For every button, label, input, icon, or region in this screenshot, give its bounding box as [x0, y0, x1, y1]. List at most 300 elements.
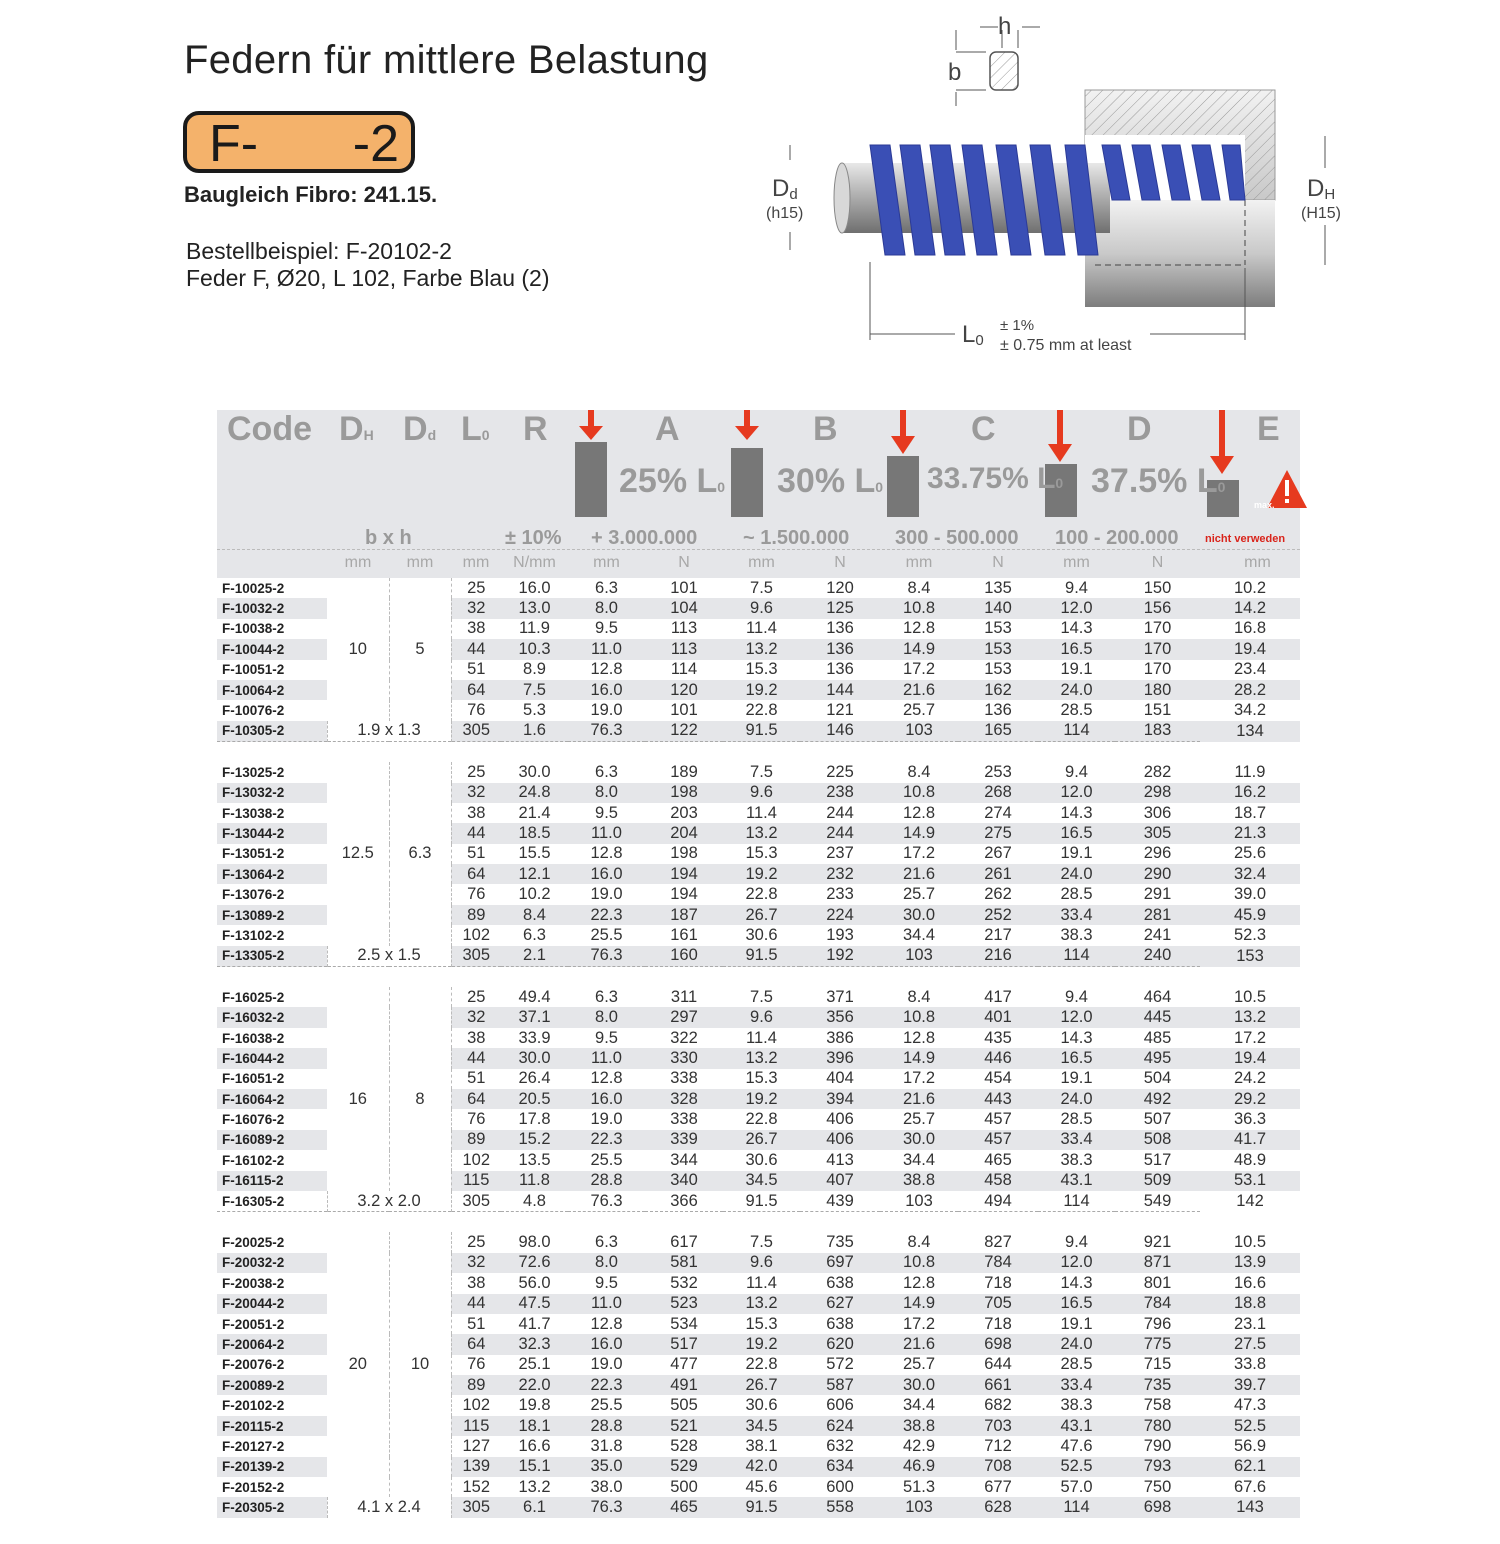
table-cell: 89 — [451, 905, 501, 925]
table-cell: 125 — [800, 598, 880, 618]
table-cell: 16.0 — [518, 578, 551, 597]
table-cell: F-10051-2 — [222, 662, 285, 678]
table-cell: 16.5 — [1038, 823, 1115, 843]
table-cell: 8.0 — [568, 1253, 645, 1273]
table-cell: F-20032-2 — [217, 1253, 327, 1273]
table-cell: 28.5 — [1060, 701, 1093, 720]
table-cell: 796 — [1143, 1314, 1172, 1333]
table-cell: 268 — [958, 783, 1038, 803]
table-cell: F-10032-2 — [217, 598, 327, 618]
table-cell: 297 — [645, 1007, 723, 1027]
table-cell: 30.0 — [518, 762, 551, 781]
table-cell: 632 — [826, 1436, 854, 1455]
table-cell: 439 — [826, 1191, 854, 1210]
table-cell: 28.5 — [1060, 885, 1093, 904]
table-cell: 22.8 — [745, 1110, 778, 1129]
table-row — [217, 844, 1300, 864]
table-cell: 549 — [1143, 1191, 1172, 1210]
table-cell: 153 — [984, 619, 1012, 638]
table-cell: 356 — [800, 1007, 880, 1027]
table-cell: 6.3 — [595, 762, 618, 781]
table-cell: 507 — [1143, 1110, 1172, 1129]
table-cell: 298 — [1115, 783, 1200, 803]
table-row — [217, 1232, 1300, 1252]
table-cell: 682 — [984, 1396, 1012, 1415]
unit-label: mm — [593, 554, 620, 571]
table-cell — [327, 1007, 389, 1027]
unit-label: mm — [905, 554, 933, 571]
table-cell: 146 — [800, 721, 880, 742]
table-cell: 12.1 — [501, 864, 568, 884]
table-cell: 10.5 — [1233, 1233, 1267, 1252]
table-row — [217, 864, 1300, 884]
table-cell: 91.5 — [745, 1191, 778, 1210]
table-cell: F-13064-2 — [217, 864, 327, 884]
table-cell: 9.5 — [595, 1028, 618, 1047]
table-cell: 19.2 — [723, 1089, 800, 1109]
table-cell — [389, 1436, 451, 1456]
table-cell: 15.3 — [745, 1069, 778, 1088]
table-cell: 198 — [645, 783, 723, 803]
table-cell: 11.4 — [746, 803, 777, 822]
table-cell: 13.2 — [518, 1477, 551, 1496]
table-cell: 150 — [1143, 578, 1172, 597]
table-cell: 296 — [1143, 844, 1172, 863]
table-cell: 104 — [645, 598, 723, 618]
table-cell: 38 — [451, 803, 501, 823]
table-cell: 21.6 — [880, 680, 958, 700]
table-cell — [389, 884, 451, 904]
table-cell: 14.3 — [1060, 619, 1093, 638]
table-cell: 11.0 — [568, 823, 645, 843]
table-cell: 42.9 — [902, 1436, 936, 1455]
table-cell: 44 — [451, 1294, 501, 1314]
table-cell: 587 — [800, 1375, 880, 1395]
table-row — [217, 925, 1300, 945]
table-cell: 19.2 — [723, 1334, 800, 1354]
table-cell: 396 — [800, 1048, 880, 1068]
table-cell: 11.8 — [501, 1171, 568, 1191]
table-cell: 581 — [645, 1253, 723, 1273]
table-cell: 113 — [645, 639, 723, 659]
table-row — [217, 1171, 1300, 1191]
table-cell: 103 — [905, 1191, 933, 1210]
table-cell: 33.4 — [1038, 905, 1115, 925]
table-cell: 624 — [800, 1416, 880, 1436]
table-cell — [389, 803, 451, 823]
table-cell: 523 — [645, 1294, 723, 1314]
table-cell: 91.5 — [723, 721, 800, 742]
table-cell: 76.3 — [568, 1497, 645, 1517]
table-cell: F-16064-2 — [217, 1089, 327, 1109]
table-cell: 465 — [645, 1497, 723, 1517]
table-cell: 8.0 — [568, 783, 645, 803]
table-cell: 76 — [451, 884, 501, 904]
table-cell: 16.0 — [568, 1089, 645, 1109]
unit-label: N — [992, 554, 1004, 571]
table-cell — [327, 925, 389, 945]
table-cell: 19.0 — [590, 701, 623, 720]
table-cell: F-16076-2 — [222, 1112, 285, 1128]
table-cell — [327, 578, 389, 598]
l0-label: L0 — [962, 321, 984, 349]
table-cell: 162 — [958, 680, 1038, 700]
table-cell: 16.5 — [1038, 1048, 1115, 1068]
unit-label: N — [678, 554, 690, 571]
table-cell — [327, 1150, 389, 1170]
table-cell: 20.5 — [501, 1089, 568, 1109]
table-cell: 29.2 — [1200, 1089, 1300, 1109]
table-cell: 25.1 — [518, 1355, 551, 1374]
table-cell: 136 — [800, 639, 880, 659]
table-cell — [389, 660, 451, 680]
table-cell: 38 — [451, 1273, 501, 1293]
hdr-e-note: nicht verweden — [1205, 533, 1286, 545]
table-cell: 750 — [1143, 1477, 1172, 1496]
table-cell: 446 — [958, 1048, 1038, 1068]
table-cell — [389, 619, 451, 639]
table-row — [217, 700, 1300, 720]
table-cell — [327, 1395, 389, 1415]
table-cell: 11.4 — [746, 619, 777, 638]
hdr-b-pct: 30% L0 — [777, 462, 884, 500]
table-cell: 34.2 — [1233, 701, 1267, 720]
table-cell: 16.0 — [568, 864, 645, 884]
table-cell: 52.3 — [1233, 925, 1267, 944]
table-cell: F-20115-2 — [217, 1416, 327, 1436]
table-cell: 9.6 — [723, 1253, 800, 1273]
table-cell: 98.0 — [518, 1233, 551, 1252]
table-cell: 89 — [451, 1130, 501, 1150]
hdr-c-pct: 33.75% L0 — [927, 462, 1064, 495]
table-cell: 102 — [451, 1395, 501, 1415]
table-cell: 12.0 — [1038, 598, 1115, 618]
table-cell: 15.3 — [745, 844, 778, 863]
table-cell: 56.9 — [1233, 1436, 1267, 1455]
table-cell: 13.9 — [1200, 1253, 1300, 1273]
table-cell: F-20139-2 — [217, 1457, 327, 1477]
table-cell: 26.7 — [723, 905, 800, 925]
table-cell: 16 — [327, 1089, 389, 1109]
table-cell: 233 — [826, 885, 854, 904]
table-cell: F-20127-2 — [222, 1438, 285, 1454]
table-cell: 8.4 — [907, 578, 931, 597]
table-cell — [327, 1294, 389, 1314]
table-cell: 6.3 — [595, 1233, 618, 1252]
series-badge — [183, 111, 415, 173]
table-row — [217, 905, 1300, 925]
table-cell: 13.2 — [723, 823, 800, 843]
table-cell: 366 — [670, 1191, 698, 1210]
table-cell: 330 — [645, 1048, 723, 1068]
table-cell: 790 — [1143, 1436, 1172, 1455]
table-cell: 101 — [670, 578, 698, 597]
table-cell: 4.1 x 2.4 — [327, 1497, 451, 1517]
table-cell: 52.5 — [1200, 1416, 1300, 1436]
table-cell: 7.5 — [750, 1233, 773, 1252]
table-cell: F-16305-2 — [222, 1193, 285, 1209]
table-cell: 28.8 — [568, 1171, 645, 1191]
table-cell — [389, 1273, 451, 1293]
table-cell: 19.0 — [590, 1355, 623, 1374]
table-cell: F-20076-2 — [222, 1357, 285, 1373]
table-cell: 529 — [645, 1457, 723, 1477]
table-cell: 31.8 — [590, 1436, 623, 1455]
table-cell: F-16025-2 — [222, 989, 285, 1005]
table-cell: 14.9 — [880, 639, 958, 659]
table-cell: F-20051-2 — [222, 1316, 285, 1332]
table-cell — [327, 1028, 389, 1048]
table-cell: 532 — [670, 1273, 698, 1292]
hdr-r: R — [523, 410, 548, 448]
table-cell: 114 — [1038, 946, 1115, 967]
table-cell: 102 — [451, 925, 501, 945]
table-cell: 715 — [1143, 1355, 1172, 1374]
table-cell: F-13025-2 — [222, 764, 285, 780]
table-cell: 638 — [826, 1273, 854, 1292]
table-cell: 22.8 — [745, 885, 778, 904]
table-cell: 521 — [645, 1416, 723, 1436]
table-cell: 445 — [1115, 1007, 1200, 1027]
table-cell: F-16115-2 — [217, 1171, 327, 1191]
table-cell: 10 — [389, 1355, 451, 1375]
unit-label: mm — [344, 554, 372, 571]
table-cell: 14.9 — [880, 823, 958, 843]
table-cell: 153 — [958, 639, 1038, 659]
table-cell: 113 — [670, 619, 698, 638]
table-cell: 677 — [984, 1477, 1012, 1496]
table-cell: 24.2 — [1233, 1069, 1267, 1088]
table-cell: 134 — [1200, 721, 1300, 742]
table-cell: 305 — [451, 721, 501, 742]
table-cell: 22.3 — [568, 905, 645, 925]
table-cell: 143 — [1200, 1497, 1300, 1517]
table-cell: F-13305-2 — [217, 946, 327, 967]
table-row — [217, 762, 1300, 782]
table-cell: 14.2 — [1200, 598, 1300, 618]
table-cell: 9.5 — [595, 1273, 618, 1292]
table-cell: 394 — [800, 1089, 880, 1109]
table-cell: 457 — [958, 1130, 1038, 1150]
table-cell: 32 — [451, 1253, 501, 1273]
table-cell: 19.1 — [1060, 1314, 1093, 1333]
table-cell — [327, 1334, 389, 1354]
table-cell: 28.5 — [1060, 1355, 1093, 1374]
table-cell: 14.3 — [1060, 1028, 1093, 1047]
table-cell: F-16102-2 — [222, 1152, 285, 1168]
table-cell: F-10025-2 — [222, 580, 285, 596]
table-cell: 30.6 — [745, 925, 778, 944]
table-cell: 34.5 — [723, 1416, 800, 1436]
table-cell: 25 — [451, 987, 501, 1007]
table-cell: 644 — [984, 1355, 1012, 1374]
table-cell: 241 — [1143, 925, 1172, 944]
table-cell: 281 — [1115, 905, 1200, 925]
table-cell: 203 — [670, 803, 698, 822]
table-cell: 183 — [1115, 721, 1200, 742]
table-row — [217, 1007, 1300, 1027]
table-cell — [327, 884, 389, 904]
table-cell: 170 — [1115, 639, 1200, 659]
table-cell: 500 — [670, 1477, 698, 1496]
table-cell: 262 — [984, 885, 1012, 904]
table-cell — [389, 1416, 451, 1436]
table-row — [217, 1048, 1300, 1068]
table-cell: 275 — [958, 823, 1038, 843]
table-cell: 921 — [1143, 1233, 1172, 1252]
table-cell: 244 — [826, 803, 854, 822]
table-cell: 338 — [670, 1069, 698, 1088]
table-row — [217, 1334, 1300, 1354]
table-cell: 30.0 — [880, 1375, 958, 1395]
table-cell: 827 — [984, 1233, 1012, 1252]
table-cell: 628 — [958, 1497, 1038, 1517]
table-cell: 12.5 — [327, 844, 389, 864]
table-cell: 8.4 — [501, 905, 568, 925]
table-cell: 38 — [451, 619, 501, 639]
table-cell: F-20038-2 — [222, 1275, 285, 1291]
table-cell: 784 — [958, 1253, 1038, 1273]
table-cell: 19.4 — [1200, 1048, 1300, 1068]
table-cell: 14.9 — [880, 1294, 958, 1314]
table-cell: 464 — [1143, 987, 1172, 1006]
table-cell: 67.6 — [1233, 1477, 1267, 1496]
table-cell: 44 — [451, 639, 501, 659]
table-cell: 114 — [1063, 1191, 1090, 1210]
table-cell: 16.0 — [568, 1334, 645, 1354]
table-cell: 718 — [984, 1314, 1012, 1333]
table-cell: 401 — [958, 1007, 1038, 1027]
table-cell — [389, 925, 451, 945]
group-separator — [217, 1212, 1300, 1233]
table-cell: 703 — [958, 1416, 1038, 1436]
table-cell: 10.8 — [880, 598, 958, 618]
table-cell: 13.2 — [1200, 1007, 1300, 1027]
table-row — [217, 578, 1300, 598]
table-cell: 17.2 — [902, 660, 936, 679]
wire-h-label: h — [998, 13, 1012, 40]
table-cell: 37.1 — [501, 1007, 568, 1027]
table-cell: 153 — [1200, 946, 1300, 967]
table-cell: 139 — [451, 1457, 501, 1477]
table-cell: 41.7 — [1200, 1130, 1300, 1150]
table-cell: 19.1 — [1060, 1069, 1093, 1088]
table-cell: 28.5 — [1060, 1110, 1093, 1129]
table-cell — [389, 1150, 451, 1170]
table-cell — [327, 905, 389, 925]
table-cell: 25.7 — [902, 1355, 936, 1374]
table-cell: 165 — [958, 721, 1038, 742]
dh-label: DH — [1307, 175, 1336, 203]
table-cell: 10 — [327, 639, 389, 659]
table-cell: 136 — [826, 660, 854, 679]
table-cell: 11.0 — [568, 1048, 645, 1068]
table-cell: 49.4 — [518, 987, 551, 1006]
table-cell: 45.6 — [745, 1477, 778, 1496]
table-cell: 76.3 — [568, 721, 645, 742]
table-cell — [327, 619, 389, 639]
hdr-l0: L0 — [461, 410, 490, 448]
table-cell: 34.4 — [902, 1150, 936, 1169]
table-cell: F-20102-2 — [222, 1398, 285, 1414]
table-cell: 103 — [880, 946, 958, 967]
table-cell: F-20025-2 — [222, 1235, 285, 1251]
table-cell: 698 — [958, 1334, 1038, 1354]
table-cell: 38.8 — [880, 1416, 958, 1436]
table-cell: 735 — [826, 1233, 854, 1252]
table-cell: 758 — [1143, 1396, 1172, 1415]
table-cell: 413 — [826, 1150, 854, 1169]
table-cell — [389, 700, 451, 720]
table-cell: 634 — [800, 1457, 880, 1477]
table-cell: 26.7 — [723, 1375, 800, 1395]
table-cell — [327, 1130, 389, 1150]
table-cell: 53.1 — [1200, 1171, 1300, 1191]
table-cell: 267 — [984, 844, 1012, 863]
table-cell: 35.0 — [568, 1457, 645, 1477]
table-cell: 8.4 — [907, 987, 931, 1006]
table-cell: 718 — [984, 1273, 1012, 1292]
table-cell: 2.1 — [501, 946, 568, 967]
table-cell: 19.4 — [1200, 639, 1300, 659]
table-cell: 9.6 — [723, 1007, 800, 1027]
table-cell: 114 — [670, 660, 698, 679]
table-cell: 8.4 — [907, 1233, 931, 1252]
table-cell: 38.3 — [1060, 1150, 1093, 1169]
table-cell: 6.3 — [389, 844, 451, 864]
table-cell: 24.0 — [1038, 1334, 1115, 1354]
table-cell: 153 — [984, 660, 1012, 679]
table-cell: 344 — [670, 1150, 698, 1169]
table-cell: 10.5 — [1233, 987, 1267, 1006]
table-cell: 25.6 — [1233, 844, 1267, 863]
table-cell: 15.3 — [745, 1314, 778, 1333]
table-cell: 120 — [645, 680, 723, 700]
table-cell — [327, 1171, 389, 1191]
table-cell: 12.8 — [590, 1069, 623, 1088]
table-cell: 45.9 — [1200, 905, 1300, 925]
table-cell: 14.3 — [1060, 1273, 1093, 1292]
table-cell: 32 — [451, 598, 501, 618]
table-cell: 494 — [984, 1191, 1012, 1210]
table-cell: 152 — [451, 1477, 501, 1497]
table-cell: 18.5 — [501, 823, 568, 843]
table-cell: 103 — [880, 1497, 958, 1517]
table-cell: 170 — [1143, 619, 1172, 638]
table-cell — [327, 762, 389, 782]
table-cell: 89 — [451, 1375, 501, 1395]
table-cell: 10.8 — [880, 1007, 958, 1027]
table-cell — [327, 1416, 389, 1436]
table-cell: 161 — [670, 925, 698, 944]
table-cell: 32.4 — [1200, 864, 1300, 884]
table-cell: 26.4 — [518, 1069, 551, 1088]
table-cell: 306 — [1143, 803, 1172, 822]
table-cell: 33.8 — [1233, 1355, 1267, 1374]
table-cell: 14.3 — [1060, 803, 1093, 822]
table-cell: 34.5 — [723, 1171, 800, 1191]
table-cell: 194 — [645, 864, 723, 884]
table-cell: 20 — [327, 1355, 389, 1375]
table-cell: 5 — [389, 639, 451, 659]
table-cell — [327, 1232, 389, 1252]
table-cell: 21.6 — [880, 1089, 958, 1109]
table-cell: F-20064-2 — [217, 1334, 327, 1354]
table-cell: 638 — [826, 1314, 854, 1333]
table-row — [217, 946, 1300, 967]
table-row — [217, 1477, 1300, 1497]
table-cell — [389, 987, 451, 1007]
